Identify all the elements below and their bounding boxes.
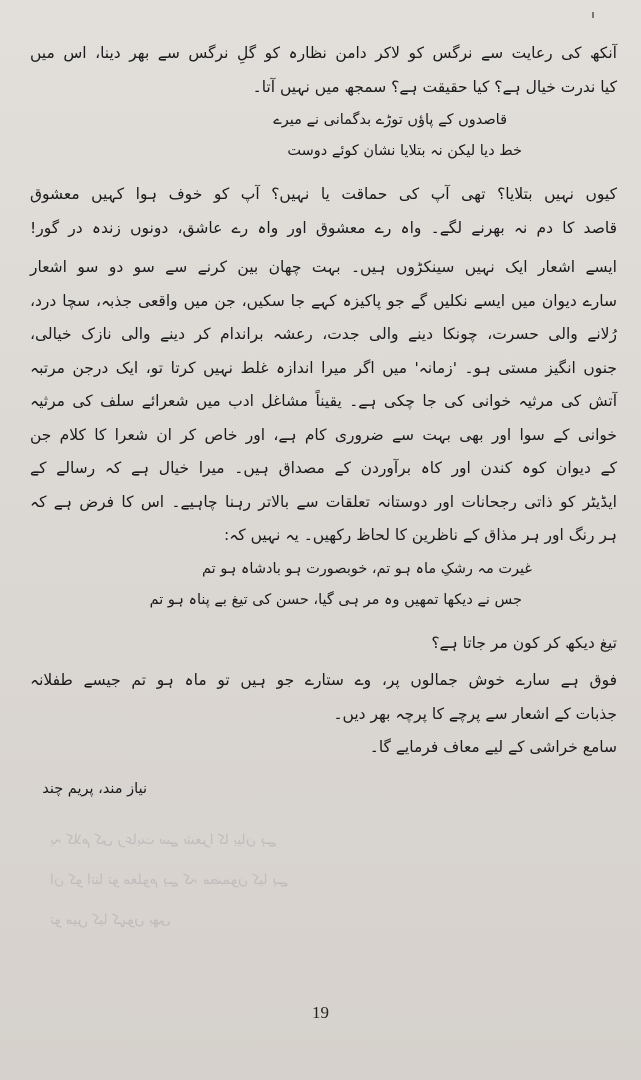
bleed-through-text [50, 820, 601, 940]
page-body [30, 40, 617, 807]
bleed-line: ان کو اتنا تو معلوم ہے کہ مضمون کیا ہے [50, 872, 289, 888]
text-line: ایڈیٹر کو ذاتی رجحانات اور دوستانہ تعلقات سے بالاتر رہنا چاہیے۔ اس کا فرض ہے کہ [30, 492, 617, 511]
text-line: آتش کی مرثیہ خوانی کی جا چکی ہے۔ یقیناً مشاغل ادب میں شعرائے سلف کی مرثیہ [30, 392, 617, 410]
text-line: قاصد کا دم نہ بھرنے لگے۔ واہ رے معشوق اور واہ رے عاشق، دونوں زندہ در گور! [30, 218, 617, 237]
verse-line: غیرت مہ رشکِ ماہ ہو تم، خوبصورت ہو بادشاہ ہو تم [202, 560, 532, 577]
text-line: فوق ہے سارے خوش جمالوں پر، وے ستارے جو ہیں تو ماہ ہو تم جیسے طفلانہ [30, 671, 617, 689]
bleed-line: تو میں کیا کہوں بھی [50, 912, 171, 928]
text-line: جذبات کے اشعار سے پرچے کا پرچہ بھر دیں۔ [333, 704, 617, 723]
bleed-line: یہ کلام کی رعایت سے شعرا کا بیان ہے [50, 832, 277, 848]
verse-line: جس نے دیکھا تمھیں وہ مر ہی گیا، حسن کی تیغ بے پناہ ہو تم [149, 591, 522, 608]
text-line: رُلانے والی حسرت، چونکا دینے والی جدت، رعشہ براندام کر دینے والی نازک خیالی، [30, 325, 617, 343]
page-number: 19 [312, 1003, 329, 1022]
text-line: ایسے اشعار ایک نہیں سینکڑوں ہیں۔ بہت چھان بین کرنے سے سو دو سو اشعار [30, 258, 617, 276]
text-line: کے دیوان کوہ کندن اور کاہ برآوردن کے مصداق ہیں۔ میرا خیال ہے کہ رسالے کے [30, 459, 617, 477]
text-line: آنکھ کی رعایت سے نرگس کو لاکر دامن نظارہ کو گلِ نرگس سے بھر دینا، اس میں [30, 44, 617, 62]
text-line: سارے دیوان میں ایسے نکلیں گے جو پاکیزہ کہے جا سکیں، جن میں واقعی جذبہ، سچا درد، [30, 291, 617, 310]
text-line: کیا ندرت خیال ہے؟ کیا حقیقت ہے؟ سمجھ میں نہیں آتا۔ [252, 77, 617, 96]
text-line: کیوں نہیں بتلایا؟ تھی آپ کی حماقت یا نہیں؟ آپ کو خوف ہوا کہیں معشوق [30, 185, 617, 203]
text-line: ہر رنگ اور ہر مذاق کے ناظرین کا لحاظ رکھیں۔ یہ نہیں کہ: [223, 526, 617, 544]
signature: نیاز مند، پریم چند [42, 780, 147, 797]
closing-line: سامع خراشی کے لیے معاف فرمایے گا۔ [369, 738, 617, 756]
text-line: جنوں انگیز مستی ہو۔ 'زمانہ' میں اگر میرا اندازہ غلط نہیں کرتا تو، ایک درجن مرتبہ [30, 358, 617, 377]
text-line: تیغ دیکھ کر کون مر جاتا ہے؟ [431, 633, 617, 652]
page-corner-mark [592, 12, 594, 18]
verse-line: قاصدوں کے پاؤں توڑے بدگمانی نے میرے [273, 112, 507, 128]
text-line: خوانی کے سوا اور بھی بہت سے ضروری کام ہے، اور خاص کر ان شعرا کا کلام جن [30, 425, 617, 444]
verse-line: خط دیا لیکن نہ بتلایا نشان کوئے دوست [287, 143, 522, 159]
